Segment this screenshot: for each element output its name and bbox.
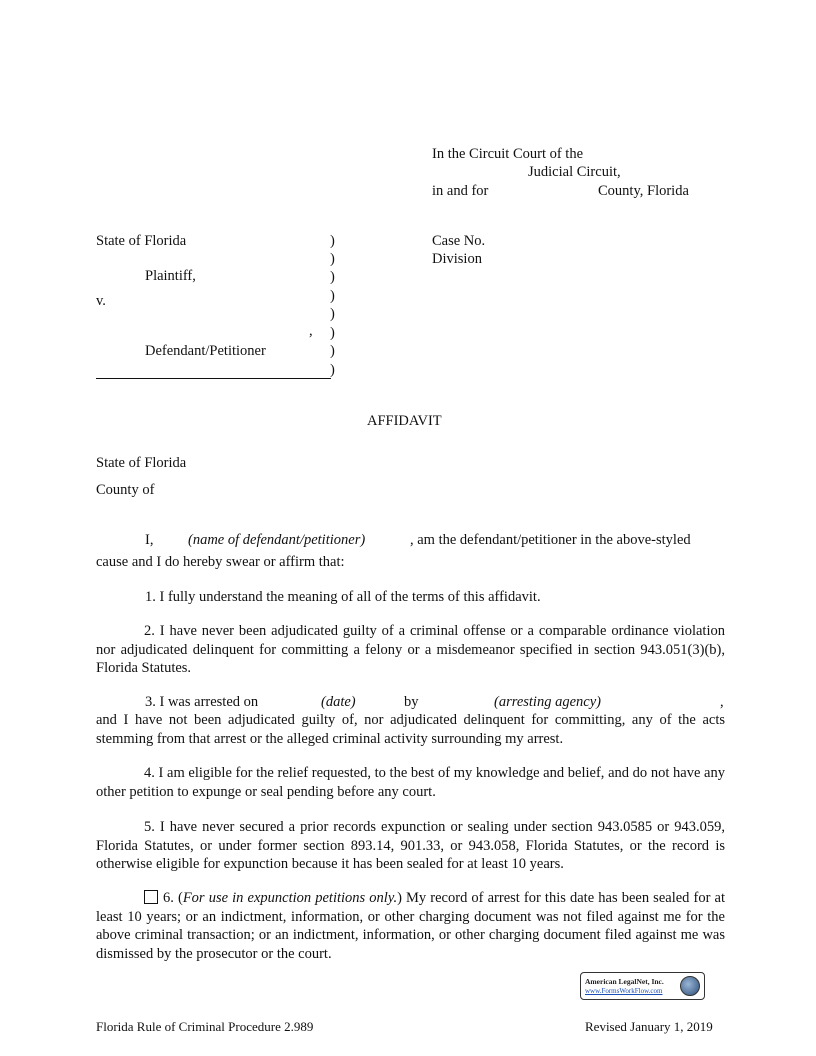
item-4 xyxy=(96,764,725,801)
item-6 xyxy=(96,889,725,963)
item-5 xyxy=(96,818,725,874)
caption-paren-3: ) xyxy=(330,269,335,285)
intro-rest: , am the defendant/petitioner in the above-styled xyxy=(410,532,691,548)
item-3-prefix: 3. I was arrested on xyxy=(145,694,259,710)
court-header-line1: In the Circuit Court of the xyxy=(432,146,584,162)
venue-state: State of Florida xyxy=(96,455,187,471)
venue-county: County of xyxy=(96,482,155,498)
caption-paren-2: ) xyxy=(330,251,335,267)
caption-comma: , xyxy=(309,323,313,339)
caption-plaintiff: Plaintiff, xyxy=(145,268,196,284)
caption-paren-4: ) xyxy=(330,288,335,304)
court-header-line3-prefix: in and for xyxy=(432,183,489,199)
caption-paren-7: ) xyxy=(330,343,335,359)
court-header-line3-suffix: County, Florida xyxy=(598,183,689,199)
item-6-rest: ) My record of arrest for this date has been sealed for at least 10 years; or an indictment, information, or other charging document was not filed against me for the above criminal transaction; or an indictment, information, or other charging document filed against me was dismissed by the prosecutor or the court. xyxy=(96,890,725,962)
court-header-line2: Judicial Circuit, xyxy=(528,164,621,180)
intro-i: I, xyxy=(145,532,154,548)
item-6-italic: For use in expunction petitions only. xyxy=(182,890,398,906)
caption-paren-6: ) xyxy=(330,325,335,341)
item-2 xyxy=(96,622,725,678)
caption-versus: v. xyxy=(96,293,106,309)
caption-paren-8: ) xyxy=(330,362,335,378)
caption-underline xyxy=(96,378,331,379)
intro-line2: cause and I do hereby swear or affirm that: xyxy=(96,554,345,570)
footer-revised: Revised January 1, 2019 xyxy=(585,1019,713,1034)
footer-rule: Florida Rule of Criminal Procedure 2.989 xyxy=(96,1019,314,1034)
division-label: Division xyxy=(432,251,482,267)
logo-link[interactable]: www.FormsWorkFlow.com xyxy=(585,987,663,995)
legalnet-logo[interactable] xyxy=(580,972,705,1000)
arrest-date-hint: (date) xyxy=(321,694,356,710)
defendant-name-hint: (name of defendant/petitioner) xyxy=(188,532,366,548)
item-3-by: by xyxy=(404,694,419,710)
item-3-rest: and I have not been adjudicated guilty of, nor adjudicated delinquent for committing, any of the acts stemming from that arrest or the alleged criminal activity surrounding my arrest. xyxy=(96,712,725,747)
caption-paren-1: ) xyxy=(330,233,335,249)
item-2-text: 2. I have never been adjudicated guilty of a criminal offense or a comparable ordinance violation nor adjudicated delinquent for committing a felony or a misdemeanor specified in section 943.051(3)(b), Florida Statutes. xyxy=(96,623,725,676)
logo-company: American LegalNet, Inc. xyxy=(585,977,664,986)
caption-defendant: Defendant/Petitioner xyxy=(145,343,266,359)
arresting-agency-hint: (arresting agency) xyxy=(494,694,601,710)
expunction-checkbox[interactable] xyxy=(144,890,158,904)
item-1: 1. I fully understand the meaning of all of the terms of this affidavit. xyxy=(145,589,541,605)
caption-state: State of Florida xyxy=(96,233,187,249)
case-number-label: Case No. xyxy=(432,233,486,249)
document-title: AFFIDAVIT xyxy=(367,413,442,429)
item-6-number: 6. ( xyxy=(163,890,183,906)
globe-icon xyxy=(680,976,700,996)
item-3-comma: , xyxy=(720,694,724,710)
caption-paren-5: ) xyxy=(330,306,335,322)
item-4-text: 4. I am eligible for the relief requested, to the best of my knowledge and belief, and do not have any other petition to expunge or seal pending before any court. xyxy=(96,765,725,800)
item-5-text: 5. I have never secured a prior records expunction or sealing under section 943.0585 or 943.059, Florida Statutes, or under former section 893.14, 901.33, or 943.058, Florida Statutes, or the record is otherwise eligible for expunction because it has been sealed for at least 10 years. xyxy=(96,819,725,872)
